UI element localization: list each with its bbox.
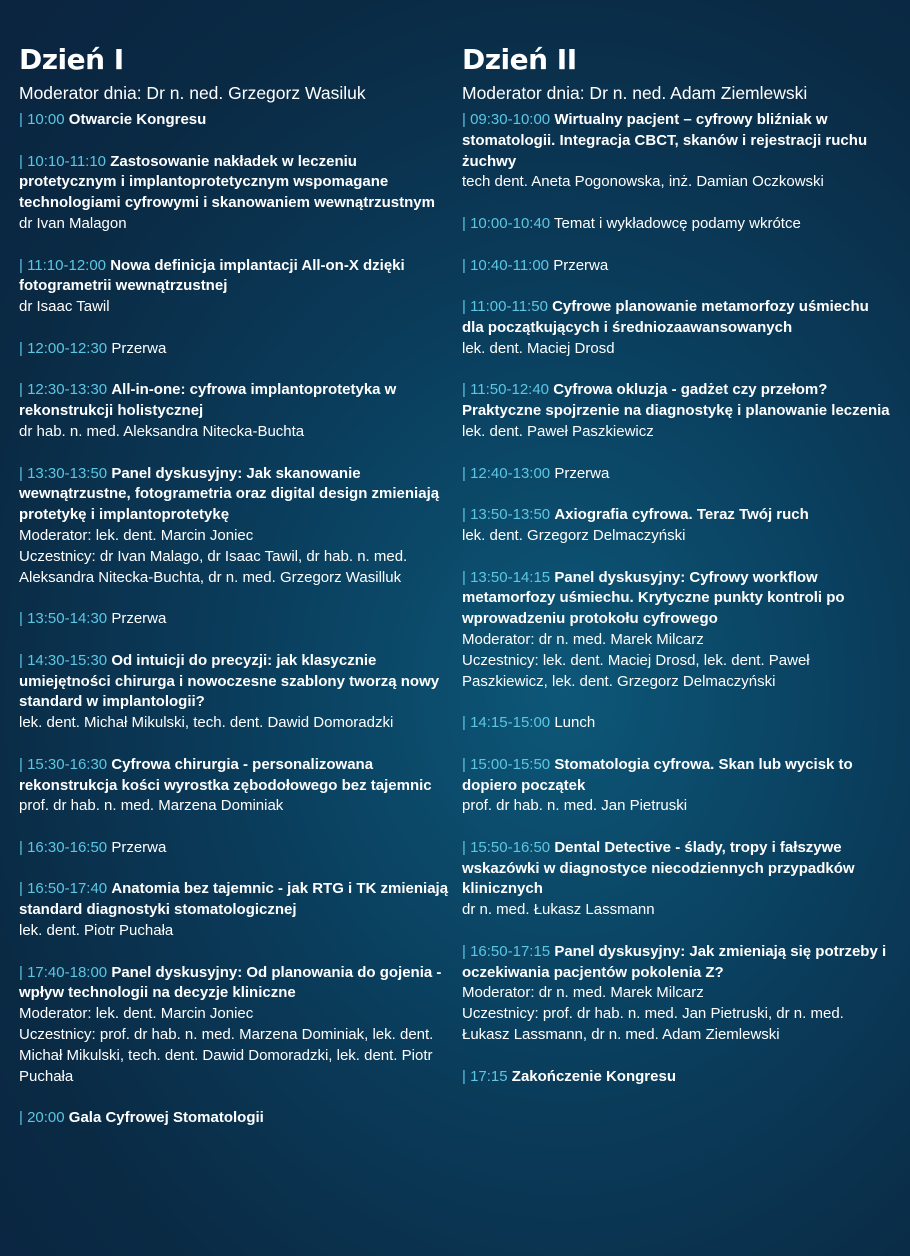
- session-title: Dental Detective - ślady, tropy i fałszywe wskazówki w diagnostyce niecodziennych przypadków klinicznych: [462, 838, 855, 898]
- session-time: | 14:30-15:30: [19, 651, 108, 669]
- session-title: Stomatologia cyfrowa. Skan lub wycisk to dopiero początek: [462, 755, 853, 794]
- session-speakers: lek. dent. Paweł Paszkiewicz: [462, 422, 654, 440]
- session-label: Temat i wykładowcę podamy wkrótce: [554, 214, 801, 232]
- schedule-item: [462, 297, 894, 359]
- day1-schedule: [19, 110, 451, 1129]
- session-time: | 15:30-16:30: [19, 755, 108, 773]
- day1-title: Dzień I: [19, 43, 124, 76]
- session-time: | 16:50-17:40: [19, 880, 108, 898]
- schedule-item: [462, 1067, 894, 1088]
- session-label: Przerwa: [111, 339, 167, 357]
- session-time: | 12:00-12:30: [19, 339, 108, 357]
- session-time: | 15:00-15:50: [462, 755, 551, 773]
- session-label: Przerwa: [111, 610, 167, 628]
- schedule-item: [462, 713, 894, 734]
- session-time: | 10:00-10:40: [462, 214, 551, 232]
- session-speakers: tech dent. Aneta Pogonowska, inż. Damian Oczkowski: [462, 173, 824, 191]
- session-title: Axiografia cyfrowa. Teraz Twój ruch: [554, 506, 809, 524]
- session-speakers: dr hab. n. med. Aleksandra Nitecka-Buchta: [19, 422, 305, 440]
- session-title: All-in-one: cyfrowa implantoprotetyka w rekonstrukcji holistycznej: [19, 381, 397, 420]
- schedule-item: [462, 568, 894, 693]
- session-title: Od intuicji do precyzji: jak klasycznie umiejętności chirurga i nowoczesne szablony tworzą nowy standard w implantologii?: [19, 651, 440, 711]
- session-time: | 15:50-16:50: [462, 838, 551, 856]
- schedule-item: [462, 110, 894, 193]
- schedule-item: [19, 1108, 451, 1129]
- session-title: Panel dyskusyjny: Jak skanowanie wewnątrzustne, fotogrametria oraz digital design zmieniają protetykę i implantoprotetykę: [19, 464, 440, 524]
- session-time: | 13:50-14:15: [462, 568, 551, 586]
- schedule-item: [19, 464, 451, 589]
- session-time: | 16:50-17:15: [462, 942, 551, 960]
- session-time: | 10:40-11:00: [462, 256, 550, 274]
- session-speakers: dr Isaac Tawil: [19, 298, 110, 316]
- schedule-item: [19, 838, 451, 859]
- session-speakers: Uczestnicy: prof. dr hab. n. med. Jan Pietruski, dr n. med. Łukasz Lassmann, dr n. med. Adam Ziemlewski: [462, 1005, 844, 1044]
- session-label: Przerwa: [111, 838, 167, 856]
- session-title: Gala Cyfrowej Stomatologii: [68, 1109, 264, 1127]
- session-speakers: dr n. med. Łukasz Lassmann: [462, 901, 655, 919]
- day1-moderator: Moderator dnia: Dr n. ned. Grzegorz Wasiluk: [19, 83, 366, 103]
- session-title: Cyfrowa okluzja - gadżet czy przełom? Praktyczne spojrzenie na diagnostykę i planowanie leczenia: [462, 381, 890, 420]
- session-speakers: lek. dent. Maciej Drosd: [462, 339, 615, 357]
- session-moderator: Moderator: lek. dent. Marcin Joniec: [19, 1005, 254, 1023]
- session-speakers: prof. dr hab. n. med. Marzena Dominiak: [19, 797, 284, 815]
- session-speakers: Uczestnicy: prof. dr hab. n. med. Marzena Dominiak, lek. dent. Michał Mikulski, tech. dent. Dawid Domoradzki, lek. dent. Piotr Puchała: [19, 1026, 434, 1085]
- session-title: Zakończenie Kongresu: [511, 1067, 676, 1085]
- schedule-item: [19, 963, 451, 1088]
- schedule-item: [19, 609, 451, 630]
- session-moderator: Moderator: dr n. med. Marek Milcarz: [462, 984, 704, 1002]
- schedule-item: [462, 838, 894, 921]
- schedule-item: [19, 651, 451, 734]
- session-label: Przerwa: [554, 464, 610, 482]
- session-moderator: Moderator: dr n. med. Marek Milcarz: [462, 630, 704, 648]
- schedule-item: [462, 380, 894, 442]
- session-time: | 12:30-13:30: [19, 381, 108, 399]
- session-time: | 10:10-11:10: [19, 152, 107, 170]
- schedule-item: [462, 464, 894, 485]
- schedule-item: [19, 339, 451, 360]
- day2-moderator: Moderator dnia: Dr n. ned. Adam Ziemlewski: [462, 83, 808, 103]
- day2-schedule: [462, 110, 894, 1087]
- schedule-item: [19, 380, 451, 442]
- session-title: Panel dyskusyjny: Cyfrowy workflow metamorfozy uśmiechu. Krytyczne punkty kontroli po wprowadzeniu protokołu cyfrowego: [462, 568, 845, 628]
- session-label: Przerwa: [553, 256, 609, 274]
- schedule-item: [19, 755, 451, 817]
- session-time: | 20:00: [19, 1109, 65, 1127]
- session-title: Nowa definicja implantacji All-on-X dzięki fotogrametrii wewnątrzustnej: [19, 256, 405, 295]
- session-title: Anatomia bez tajemnic - jak RTG i TK zmieniają standard diagnostyki stomatologicznej: [19, 880, 449, 919]
- day1-column: [19, 40, 451, 1150]
- session-speakers: lek. dent. Grzegorz Delmaczyński: [462, 526, 686, 544]
- session-title: Cyfrowe planowanie metamorfozy uśmiechu dla początkujących i średniozaawansowanych: [462, 298, 869, 336]
- session-time: | 13:50-14:30: [19, 610, 108, 628]
- session-title: Otwarcie Kongresu: [68, 111, 207, 128]
- session-title: Zastosowanie nakładek w leczeniu protetycznym i implantoprotetycznym wspomagane technologiami cyfrowymi i skanowaniem wewnątrzustnym: [19, 152, 435, 212]
- session-speakers: Uczestnicy: lek. dent. Maciej Drosd, lek. dent. Paweł Paszkiewicz, lek. dent. Grzegorz Delmaczyński: [462, 651, 810, 690]
- session-title: Wirtualny pacjent – cyfrowy bliźniak w stomatologii. Integracja CBCT, skanów i rejestracji ruchu żuchwy: [462, 111, 868, 170]
- session-time: | 11:50-12:40: [462, 381, 550, 399]
- session-time: | 10:00: [19, 111, 65, 128]
- day2-column: [462, 40, 894, 1108]
- schedule-item: [19, 110, 451, 131]
- session-time: | 09:30-10:00: [462, 111, 551, 128]
- session-speakers: lek. dent. Michał Mikulski, tech. dent. Dawid Domoradzki: [19, 714, 394, 732]
- schedule-item: [462, 256, 894, 277]
- schedule-item: [462, 505, 894, 547]
- session-title: Cyfrowa chirurgia - personalizowana rekonstrukcja kości wyrostka zębodołowego bez tajemnic: [19, 755, 432, 794]
- session-title: Panel dyskusyjny: Od planowania do gojenia - wpływ technologii na decyzje kliniczne: [19, 963, 442, 1002]
- session-time: | 17:40-18:00: [19, 963, 108, 981]
- day2-title: Dzień II: [462, 43, 577, 76]
- session-time: | 16:30-16:50: [19, 838, 108, 856]
- schedule-item: [19, 879, 451, 941]
- session-moderator: Moderator: lek. dent. Marcin Joniec: [19, 526, 254, 544]
- session-time: | 11:10-12:00: [19, 256, 107, 274]
- session-speakers: dr Ivan Malagon: [19, 214, 127, 232]
- schedule-item: [462, 214, 894, 235]
- session-speakers: lek. dent. Piotr Puchała: [19, 922, 174, 940]
- session-time: | 12:40-13:00: [462, 464, 551, 482]
- schedule-item: [19, 152, 451, 235]
- session-time: | 14:15-15:00: [462, 714, 551, 732]
- session-title: Panel dyskusyjny: Jak zmieniają się potrzeby i oczekiwania pacjentów pokolenia Z?: [462, 942, 887, 981]
- schedule-item: [19, 256, 451, 318]
- session-time: | 11:00-11:50: [462, 298, 548, 316]
- session-time: | 17:15: [462, 1067, 508, 1085]
- session-speakers: Uczestnicy: dr Ivan Malago, dr Isaac Tawil, dr hab. n. med. Aleksandra Nitecka-Buchta, dr n. med. Grzegorz Wasilluk: [19, 547, 408, 586]
- schedule-item: [462, 942, 894, 1046]
- session-time: | 13:50-13:50: [462, 506, 551, 524]
- schedule-item: [462, 755, 894, 817]
- session-time: | 13:30-13:50: [19, 464, 108, 482]
- session-label: Lunch: [554, 714, 596, 732]
- session-speakers: prof. dr hab. n. med. Jan Pietruski: [462, 797, 688, 815]
